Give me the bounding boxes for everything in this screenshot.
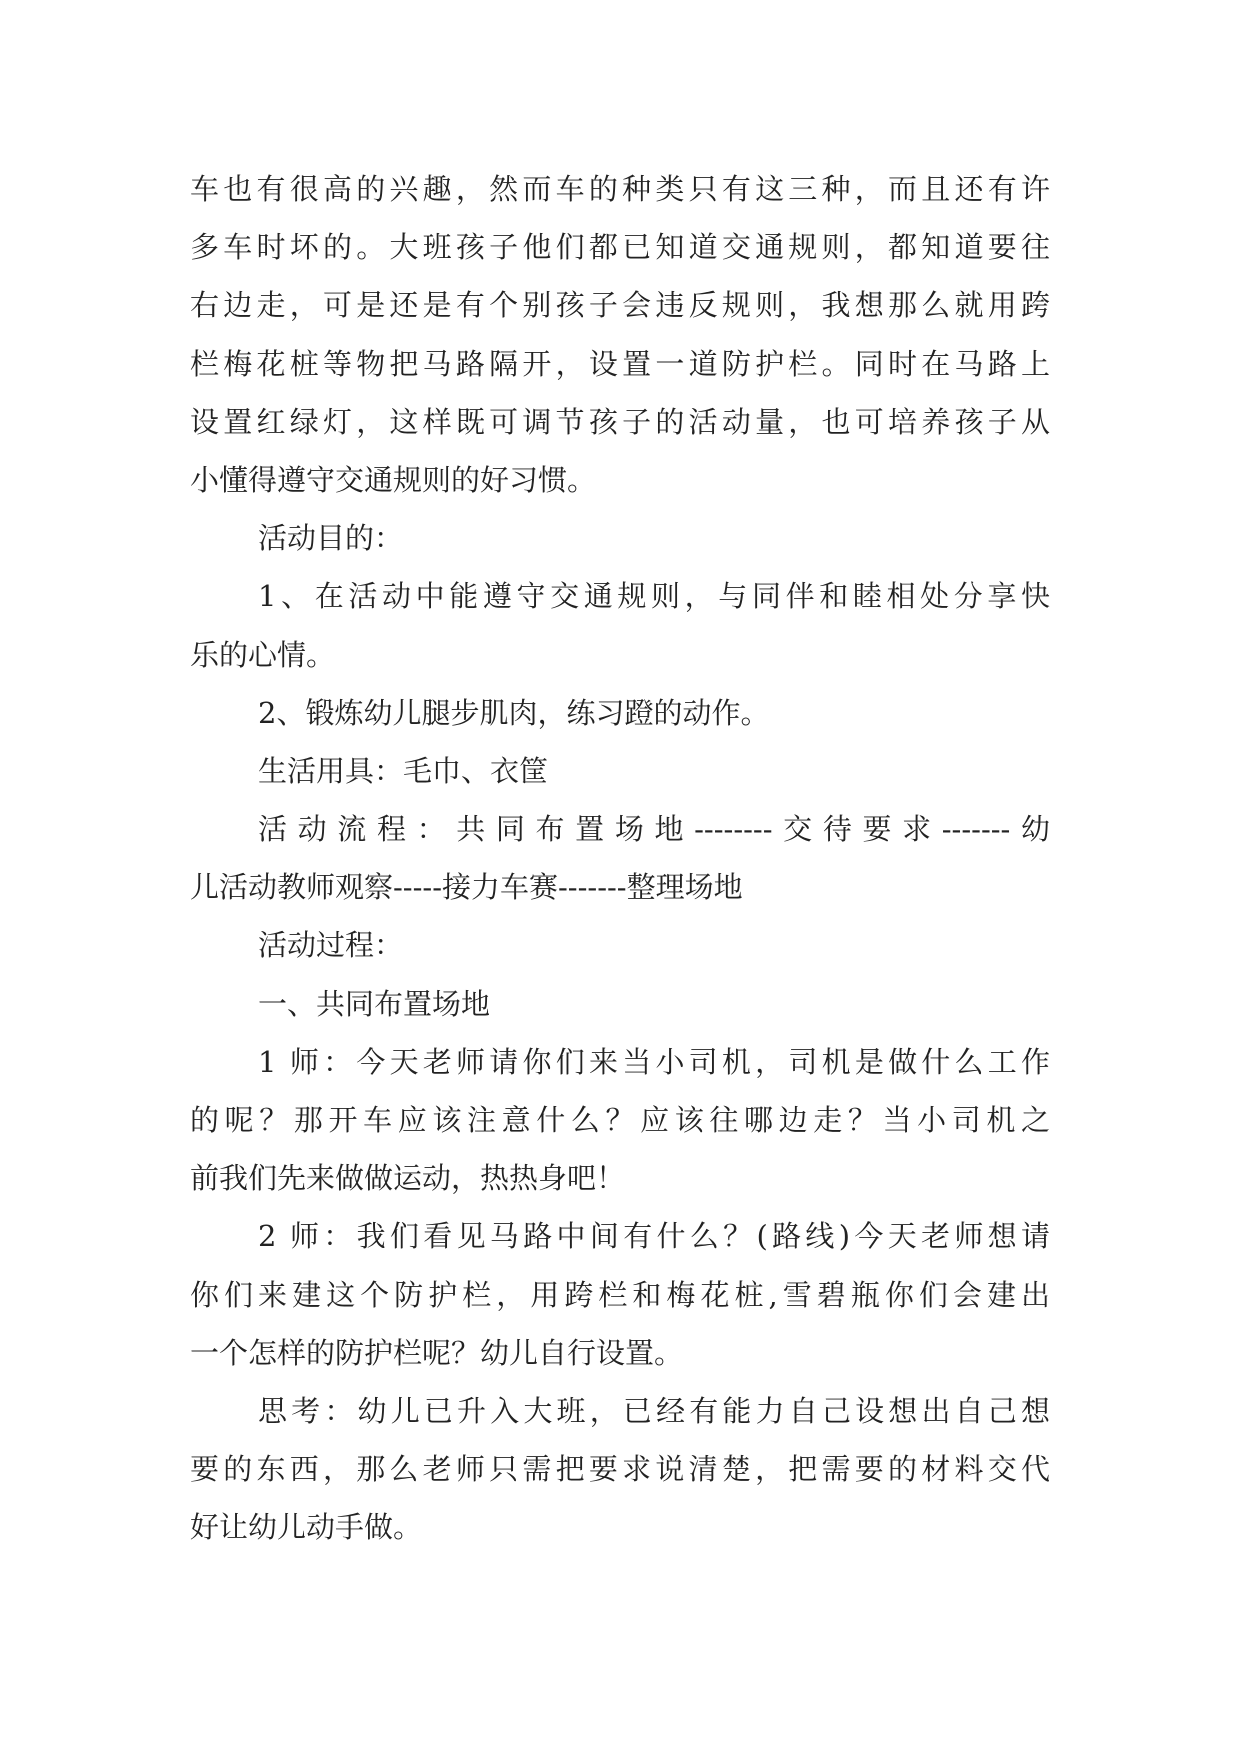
text-line: 1、在活动中能遵守交通规则，与同伴和睦相处分享快	[258, 579, 1050, 614]
text-line: 栏梅花桩等物把马路隔开，设置一道防护栏。同时在马路上	[190, 346, 1050, 381]
text-line: 右边走，可是还是有个别孩子会违反规则，我想那么就用跨	[190, 288, 1050, 323]
text-line: 前我们先来做做运动，热热身吧！	[190, 1161, 626, 1196]
text-line: 活动目的：	[258, 521, 404, 556]
text-line: 要的东西，那么老师只需把要求说清楚，把需要的材料交代	[190, 1452, 1050, 1487]
text-line: 思考：幼儿已升入大班，已经有能力自己设想出自己想	[258, 1393, 1050, 1428]
text-line: 2 师：我们看见马路中间有什么？(路线)今天老师想请	[258, 1219, 1050, 1254]
text-line: 活动过程：	[258, 928, 404, 963]
text-line: 2、锻炼幼儿腿步肌肉，练习蹬的动作。	[258, 695, 770, 730]
document-page	[190, 160, 1050, 1557]
text-line: 1 师：今天老师请你们来当小司机，司机是做什么工作	[258, 1044, 1050, 1079]
text-line: 活动流程：共同布置场地--------交待要求-------幼	[258, 812, 1050, 847]
text-line: 一、共同布置场地	[258, 986, 491, 1021]
text-line: 小懂得遵守交通规则的好习惯。	[190, 462, 597, 497]
text-line: 你们来建这个防护栏，用跨栏和梅花桩,雪碧瓶你们会建出	[190, 1277, 1050, 1312]
text-line: 的呢？那开车应该注意什么？应该往哪边走？当小司机之	[190, 1103, 1050, 1137]
text-line: 乐的心情。	[190, 637, 336, 672]
text-line: 车也有很高的兴趣，然而车的种类只有这三种，而且还有许	[190, 172, 1050, 206]
text-line: 生活用具：毛巾、衣筐	[258, 753, 549, 788]
text-line: 多车时坏的。大班孩子他们都已知道交通规则，都知道要往	[190, 230, 1050, 265]
text-line: 好让幼儿动手做。	[190, 1510, 423, 1545]
text-line: 一个怎样的防护栏呢？幼儿自行设置。	[190, 1335, 684, 1370]
text-line: 儿活动教师观察-----接力车赛-------整理场地	[190, 870, 743, 905]
text-line: 设置红绿灯，这样既可调节孩子的活动量，也可培养孩子从	[190, 404, 1050, 439]
